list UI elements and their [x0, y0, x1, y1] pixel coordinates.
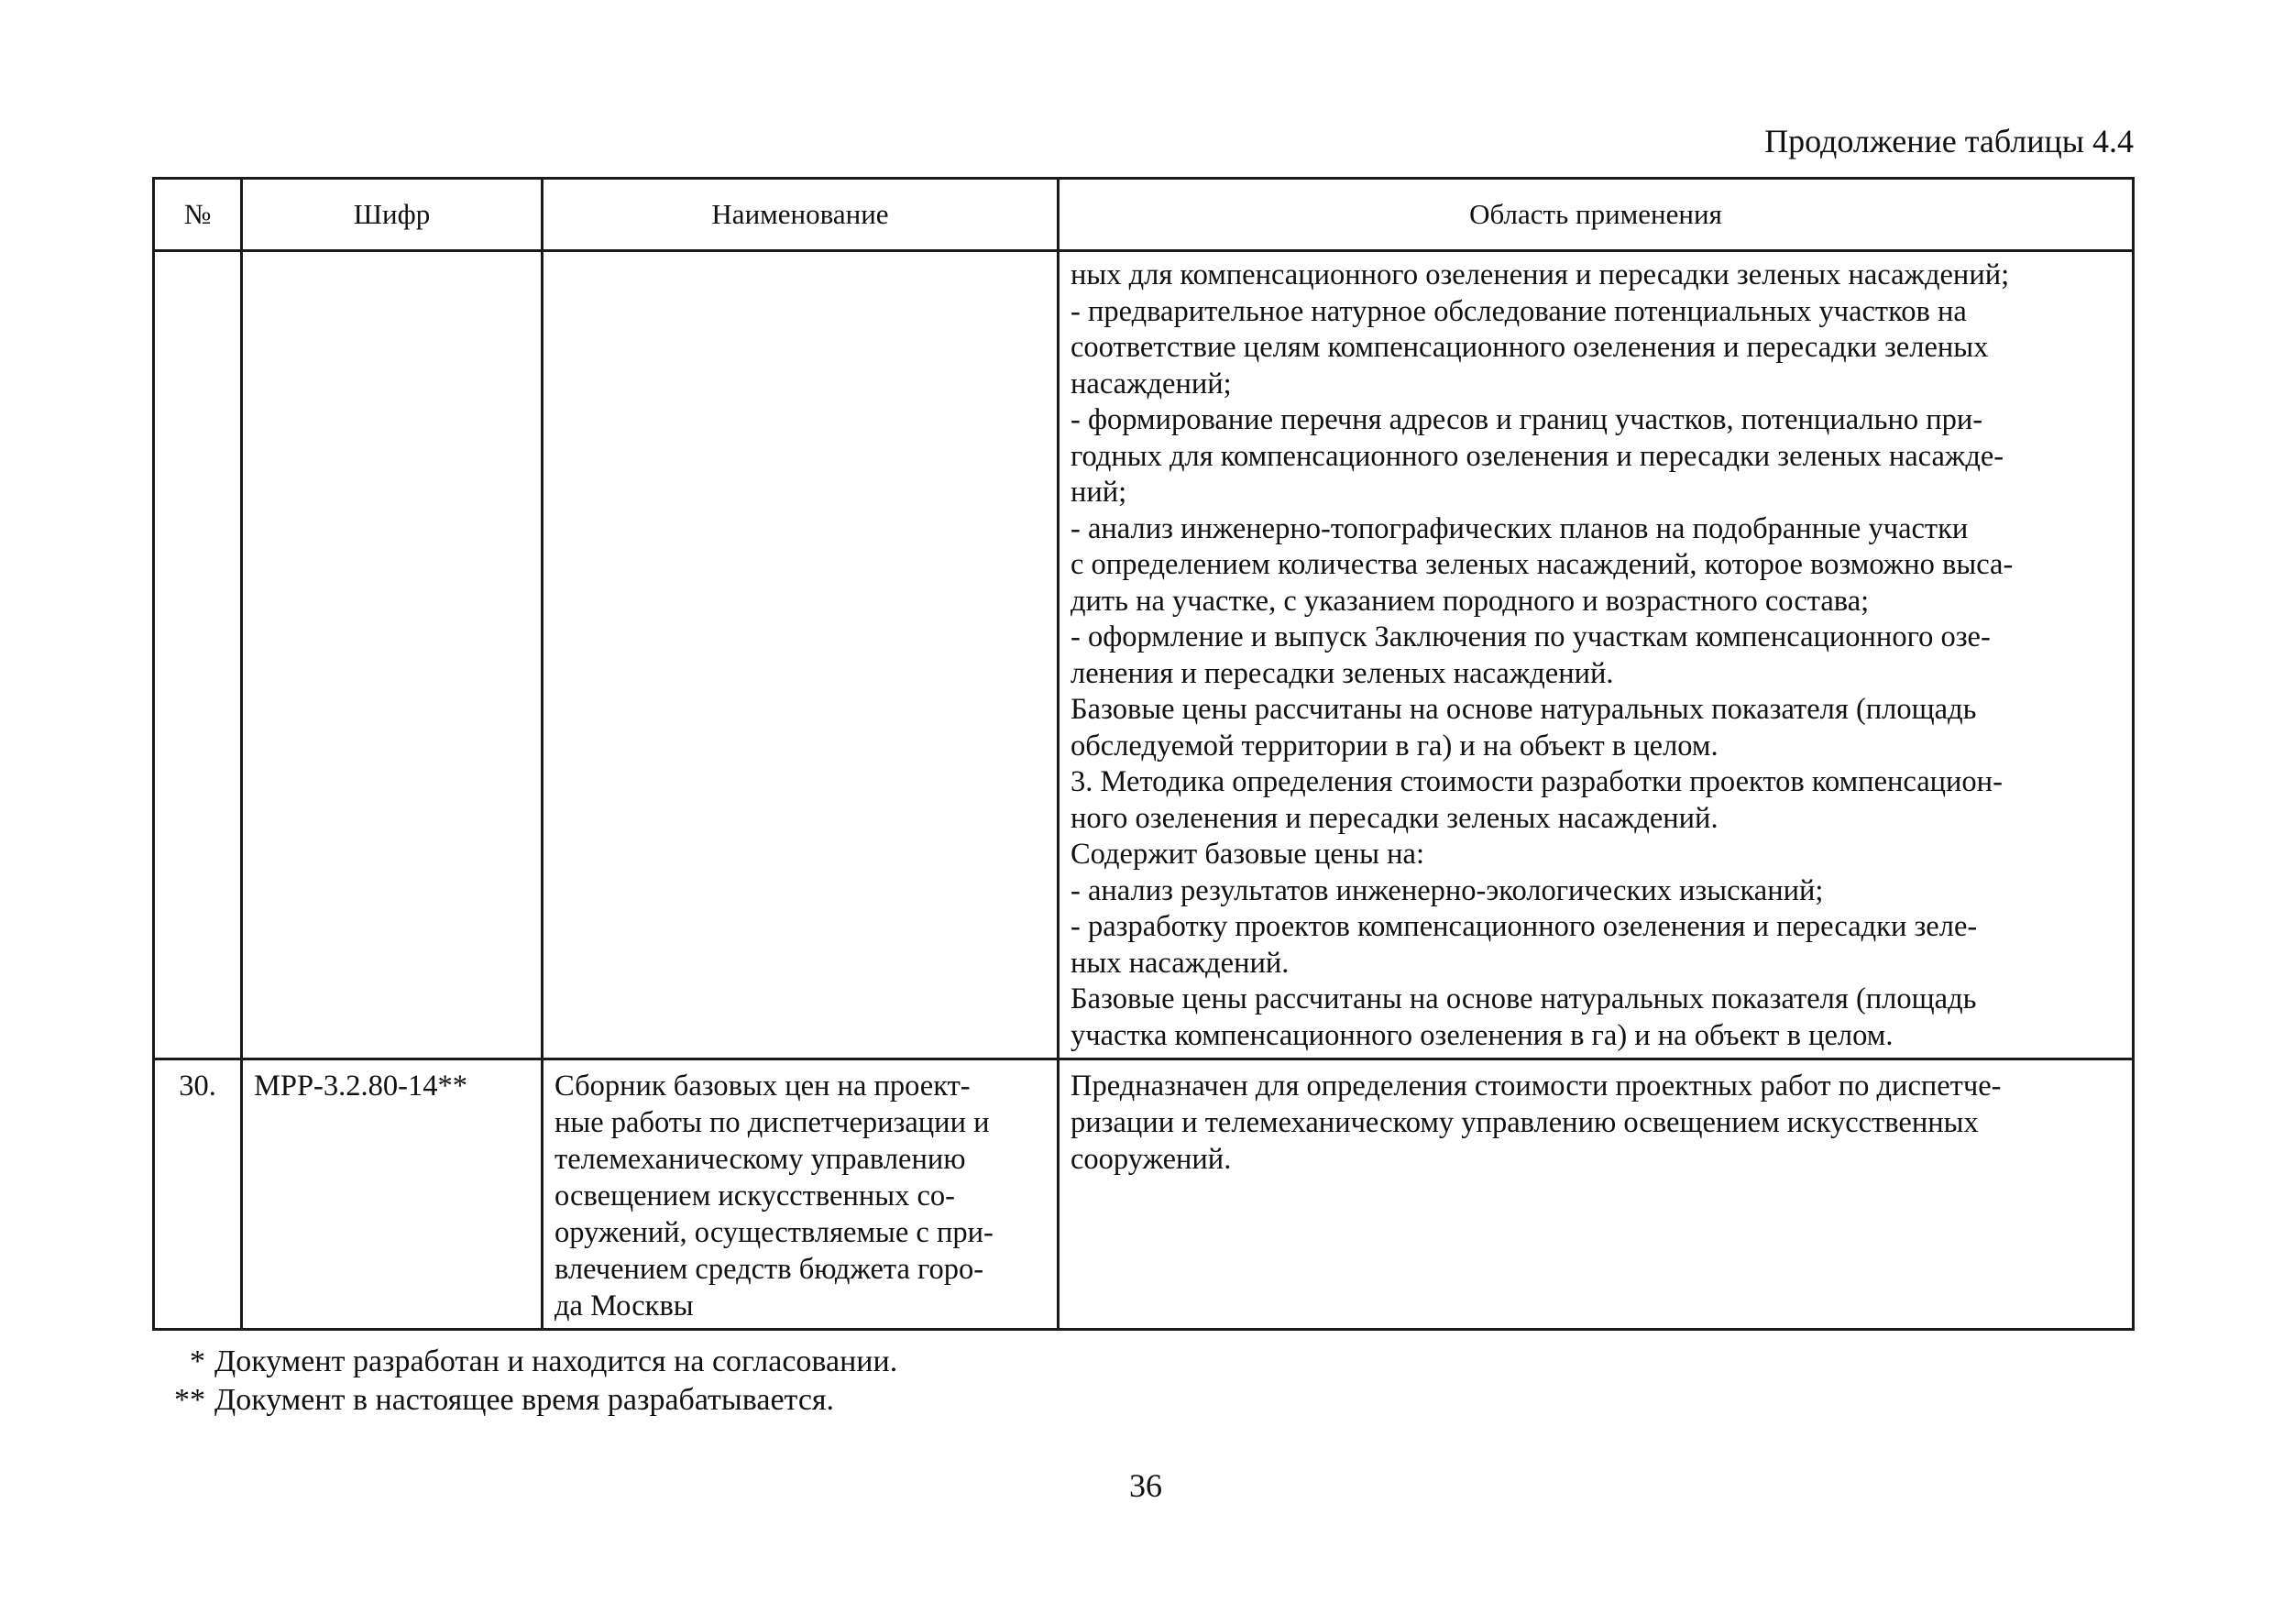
area-line: сооружений. [1071, 1143, 1232, 1176]
area-line: ных насаждений. [1071, 946, 1290, 980]
row-continued-name [543, 251, 1059, 1059]
area-line: - оформление и выпуск Заключения по участкам компенсационного озе- [1071, 620, 1991, 653]
name-line: Сборник базовых цен на проект- [555, 1070, 971, 1103]
name-line: оружений, осуществляемые с при- [555, 1216, 994, 1249]
area-line: ного озеленения и пересадки зеленых насаждений. [1071, 801, 1718, 835]
footnote-2 [152, 1381, 897, 1420]
area-line: насаждений; [1071, 367, 1232, 401]
table-header-row [154, 179, 2134, 251]
area-line: ных для компенсационного озеленения и пересадки зеленых насаждений; [1071, 258, 2010, 291]
area-line: годных для компенсационного озеленения и пересадки зеленых насажде- [1071, 439, 2004, 473]
footnote-text: Документ разработан и находится на согласовании. [214, 1344, 898, 1378]
table-row [154, 251, 2134, 1059]
area-line: ленения и пересадки зеленых насаждений. [1071, 656, 1614, 690]
area-line: Базовые цены рассчитаны на основе натуральных показателя (площадь [1071, 982, 1977, 1015]
area-line: 3. Методика определения стоимости разработки проектов компенсацион- [1071, 765, 2003, 798]
row-continued-area [1059, 251, 2134, 1059]
row-name [543, 1059, 1059, 1330]
footnote-mark: ** [174, 1383, 205, 1417]
name-line: ные работы по диспетчеризации и [555, 1106, 990, 1139]
page-number: 36 [1129, 1467, 1162, 1504]
row-continued-code [242, 251, 543, 1059]
row-continued-number [154, 251, 242, 1059]
header-number: № [154, 179, 242, 251]
header-area: Область применения [1059, 179, 2134, 251]
name-line: влечением средств бюджета горо- [555, 1253, 984, 1286]
area-line: - предварительное натурное обследование потенциальных участков на [1071, 294, 1967, 328]
table-row [154, 1059, 2134, 1330]
area-line: - формирование перечня адресов и границ участков, потенциально при- [1071, 403, 1983, 436]
table-caption: Продолжение таблицы 4.4 [1764, 123, 2134, 159]
row-area [1059, 1059, 2134, 1330]
row-code: МРР-3.2.80-14** [242, 1059, 543, 1330]
area-line: дить на участке, с указанием породного и возрастного состава; [1071, 584, 1870, 618]
area-line: ний; [1071, 476, 1127, 509]
area-line: с определением количества зеленых насаждений, которое возможно выса- [1071, 548, 2014, 581]
footnote-text: Документ в настоящее время разрабатывается. [214, 1383, 835, 1417]
area-line: Содержит базовые цены на: [1071, 838, 1424, 871]
area-line: ризации и телемеханическому управлению освещением искусственных [1071, 1106, 1979, 1139]
area-line: - разработку проектов компенсационного озеленения и пересадки зеле- [1071, 910, 1978, 943]
name-line: освещением искусственных со- [555, 1180, 955, 1213]
name-line: телемеханическому управлению [555, 1143, 966, 1176]
regulations-table [152, 177, 2135, 1331]
footnote-1 [152, 1343, 897, 1381]
row-number: 30. [154, 1059, 242, 1330]
area-line: - анализ результатов инженерно-экологических изысканий; [1071, 873, 1824, 907]
header-name: Наименование [543, 179, 1059, 251]
area-line: участка компенсационного озеленения в га) и на объект в целом. [1071, 1018, 1894, 1052]
area-line: Предназначен для определения стоимости проектных работ по диспетче- [1071, 1070, 2002, 1103]
footnote-mark: * [190, 1344, 205, 1378]
footnotes [152, 1343, 897, 1420]
header-code: Шифр [242, 179, 543, 251]
area-line: соответствие целям компенсационного озеленения и пересадки зеленых [1071, 331, 1989, 364]
name-line: да Москвы [555, 1289, 694, 1322]
area-line: Базовые цены рассчитаны на основе натуральных показателя (площадь [1071, 693, 1977, 726]
area-line: обследуемой территории в га) и на объект в целом. [1071, 729, 1718, 763]
area-line: - анализ инженерно-топографических планов на подобранные участки [1071, 511, 1969, 545]
